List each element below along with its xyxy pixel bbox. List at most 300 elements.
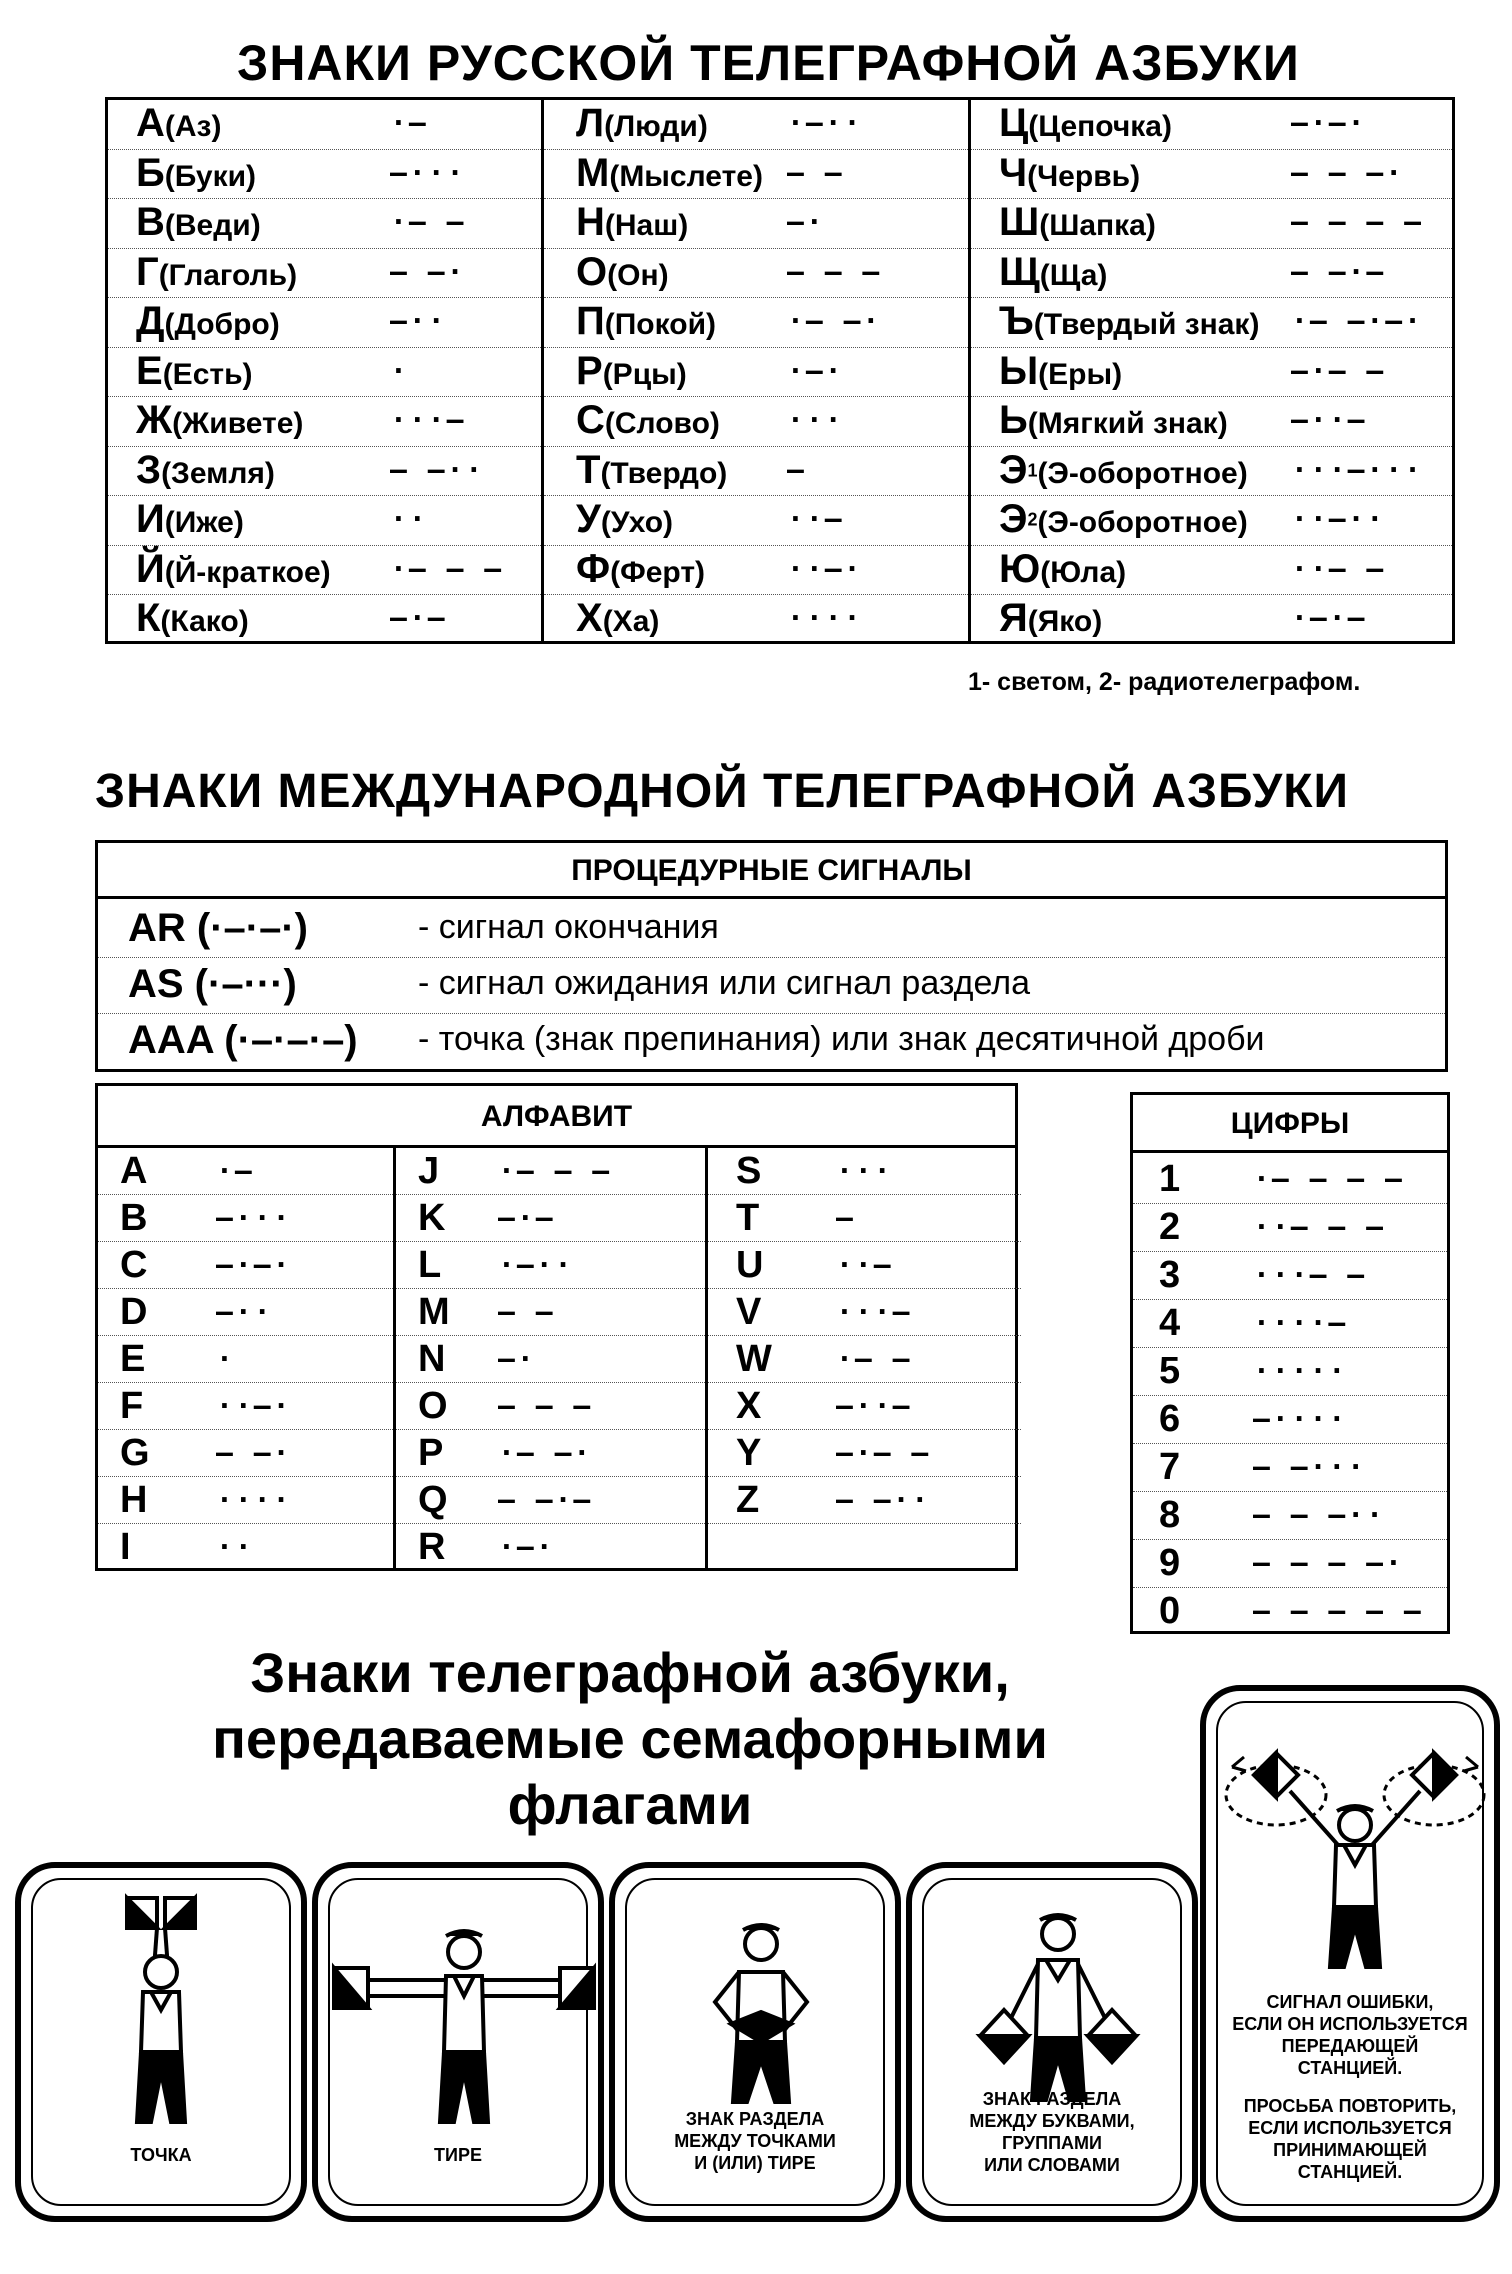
semaphore-panel-word-separator <box>906 1862 1198 2222</box>
semaphore-caption-dash <box>328 2144 588 2166</box>
latin-morse-code: –··– <box>836 1389 912 1422</box>
digit-morse-code: – – – –· <box>1253 1546 1404 1579</box>
russian-letter-label <box>999 299 1259 344</box>
caption-line: ТОЧКА <box>130 2145 192 2165</box>
russian-row <box>971 199 1452 249</box>
latin-morse-code: ·– –· <box>498 1436 593 1469</box>
digit-morse-code: ·– – – – <box>1253 1162 1404 1195</box>
digit: 6 <box>1159 1398 1181 1440</box>
russian-letter-name: (Твердо) <box>600 456 728 490</box>
russian-letter-label <box>999 151 1140 196</box>
russian-letter-name: (Покой) <box>604 308 717 341</box>
alphabet-row <box>396 1383 705 1430</box>
alphabet-column-1 <box>98 1148 393 1568</box>
russian-letter: Е <box>136 348 163 393</box>
russian-letter: Д <box>136 299 165 343</box>
digit-morse-code: –···· <box>1253 1402 1348 1435</box>
alphabet-row <box>396 1524 705 1571</box>
digit: 7 <box>1159 1446 1181 1488</box>
procedural-description: - сигнал ожидания или сигнал раздела <box>418 964 1031 1002</box>
latin-letter: O <box>418 1385 448 1427</box>
semaphore-panel-error <box>1200 1685 1500 2222</box>
russian-letter-label <box>136 547 331 592</box>
digit: 1 <box>1159 1158 1181 1200</box>
russian-letter-name: (Есть) <box>162 357 253 391</box>
latin-morse-code: – – – <box>498 1389 593 1422</box>
alphabet-column-3 <box>705 1148 1021 1568</box>
latin-morse-code: –·– <box>498 1201 555 1234</box>
digit: 4 <box>1159 1302 1181 1344</box>
russian-letter-label <box>999 547 1126 592</box>
russian-row <box>971 298 1452 348</box>
russian-row <box>971 150 1452 200</box>
latin-morse-code: ·– – – <box>498 1154 612 1187</box>
russian-letter: Ь <box>999 398 1028 442</box>
latin-letter: C <box>120 1244 148 1286</box>
russian-letter-label <box>136 448 275 493</box>
russian-letter-name: (Ща) <box>1039 258 1108 292</box>
latin-morse-code: – –·· <box>836 1483 931 1516</box>
russian-letter-name: (Наш) <box>604 209 689 242</box>
latin-letter: I <box>120 1526 131 1568</box>
russian-letter-label <box>999 101 1172 146</box>
russian-morse-code: ·– – – <box>390 551 504 585</box>
digit-morse-code: – – –·· <box>1253 1498 1386 1531</box>
alphabet-row <box>98 1477 393 1524</box>
digit: 3 <box>1159 1254 1181 1296</box>
russian-letter-name: (Яко) <box>1027 605 1103 638</box>
russian-letter-label <box>999 250 1107 295</box>
russian-row <box>108 249 541 299</box>
alphabet-row <box>98 1242 393 1289</box>
procedural-description: - точка (знак препинания) или знак десятичной дроби <box>418 1020 1265 1058</box>
latin-morse-code: – –·– <box>498 1483 593 1516</box>
russian-letter: С <box>576 398 605 442</box>
caption-line: ТИРЕ <box>434 2145 482 2165</box>
russian-morse-code: ·–· <box>787 353 844 387</box>
latin-letter: M <box>418 1291 450 1333</box>
russian-row <box>971 447 1452 497</box>
digit: 8 <box>1159 1494 1181 1536</box>
digit-row <box>1133 1444 1447 1492</box>
latin-letter: R <box>418 1526 446 1568</box>
russian-letter-label <box>136 151 256 196</box>
latin-morse-code: – – <box>498 1295 555 1328</box>
caption-line: ПЕРЕДАЮЩЕЙ <box>1281 2036 1419 2056</box>
latin-morse-code: –· <box>498 1342 536 1375</box>
russian-morse-code: –· <box>787 205 825 238</box>
russian-letter-name: (Твердый знак) <box>1033 308 1260 341</box>
russian-row <box>544 496 968 546</box>
latin-letter: L <box>418 1244 442 1286</box>
russian-letter-label <box>136 101 221 146</box>
procedural-code: AR (·–·–·) <box>128 906 308 950</box>
russian-letter-label <box>576 250 669 295</box>
caption-line: ЕСЛИ ИСПОЛЬЗУЕТСЯ <box>1248 2118 1452 2138</box>
russian-letter: З <box>136 447 162 492</box>
latin-morse-code: ··–· <box>216 1389 292 1422</box>
russian-letter: К <box>136 596 161 640</box>
russian-row <box>544 150 968 200</box>
russian-letter-name: (Аз) <box>164 110 222 143</box>
latin-letter: U <box>736 1244 764 1286</box>
russian-morse-code: · <box>390 353 409 387</box>
russian-row <box>971 595 1452 645</box>
russian-letter-label <box>576 349 687 394</box>
russian-letter-name: (Буки) <box>164 159 257 193</box>
procedural-row <box>98 1014 1445 1070</box>
latin-morse-code: ·· <box>216 1530 254 1563</box>
alphabet-row <box>98 1289 393 1336</box>
alphabet-row <box>708 1524 1021 1571</box>
alphabet-row <box>708 1148 1021 1195</box>
russian-letter-name: (Мыслете) <box>609 159 763 193</box>
russian-morse-code: – – – – <box>1291 205 1424 238</box>
russian-letter-name: (Веди) <box>164 209 261 242</box>
russian-title: ЗНАКИ РУССКОЙ ТЕЛЕГРАФНОЙ АЗБУКИ <box>237 35 1300 91</box>
russian-letter: Ю <box>999 546 1041 591</box>
russian-alphabet-table <box>105 97 1455 644</box>
russian-letter-label <box>576 299 716 344</box>
russian-morse-code: – – – <box>787 254 882 288</box>
latin-letter: Q <box>418 1479 448 1521</box>
procedural-row <box>98 958 1445 1014</box>
alphabet-row <box>708 1430 1021 1477</box>
russian-letter-label <box>999 200 1156 245</box>
latin-letter: F <box>120 1385 144 1427</box>
latin-morse-code: –·–· <box>216 1248 292 1281</box>
russian-morse-code: ·– –· <box>787 304 882 337</box>
russian-morse-code: ·–·– <box>1291 601 1367 634</box>
russian-row <box>544 348 968 398</box>
caption-line: СИГНАЛ ОШИБКИ, <box>1266 1992 1434 2012</box>
latin-letter: E <box>120 1338 146 1380</box>
russian-morse-code: –··· <box>390 155 466 189</box>
procedural-header: ПРОЦЕДУРНЫЕ СИГНАЛЫ <box>98 843 1445 899</box>
russian-letter-name: (Како) <box>160 605 249 638</box>
russian-letter: Ж <box>136 398 173 442</box>
russian-row <box>544 397 968 447</box>
russian-morse-code: ·– – <box>390 205 466 238</box>
procedural-code: AS (·–···) <box>128 962 297 1006</box>
caption-line: ЗНАК РАЗДЕЛА <box>685 2109 825 2129</box>
russian-row <box>544 595 968 645</box>
russian-letter: П <box>576 299 605 343</box>
russian-letter: Щ <box>999 249 1040 294</box>
semaphore-title-line-2: передаваемые семафорными <box>212 1707 1048 1770</box>
semaphore-panel-dot <box>15 1862 307 2222</box>
russian-letter-label <box>999 398 1228 443</box>
digits-header: ЦИФРЫ <box>1133 1095 1447 1153</box>
russian-row <box>971 249 1452 299</box>
international-title: ЗНАКИ МЕЖДУНАРОДНОЙ ТЕЛЕГРАФНОЙ АЗБУКИ <box>95 765 1350 818</box>
russian-row <box>971 546 1452 596</box>
russian-letter: Б <box>136 150 165 195</box>
russian-row <box>544 249 968 299</box>
latin-letter: H <box>120 1479 148 1521</box>
russian-letter: Р <box>576 348 603 393</box>
russian-morse-code: ···· <box>787 601 863 634</box>
russian-letter-name: (Цепочка) <box>1028 110 1172 143</box>
semaphore-caption-error <box>1212 1991 1488 2183</box>
digit: 9 <box>1159 1542 1181 1584</box>
russian-letter-name: (Еры) <box>1038 357 1123 391</box>
russian-morse-code: ·· <box>390 502 428 535</box>
russian-row <box>108 348 541 398</box>
russian-row <box>108 298 541 348</box>
digit-morse-code: – – – – – <box>1253 1594 1423 1627</box>
latin-letter: Y <box>736 1432 762 1474</box>
russian-row <box>544 100 968 150</box>
russian-letter-name: (Живете) <box>172 407 304 440</box>
russian-letter-label <box>136 596 249 641</box>
alphabet-row <box>396 1195 705 1242</box>
russian-letter-label <box>136 250 297 295</box>
russian-row <box>971 397 1452 447</box>
russian-letter: У <box>576 497 601 541</box>
russian-letter-label <box>136 299 280 344</box>
procedural-code: AAA (·–·–·–) <box>128 1018 358 1062</box>
latin-letter: Z <box>736 1479 760 1521</box>
alphabet-row <box>396 1477 705 1524</box>
russian-morse-code: –·– – <box>1291 353 1386 387</box>
russian-letter: А <box>136 101 165 145</box>
russian-letter: Ф <box>576 546 611 591</box>
latin-morse-code: ···· <box>216 1483 292 1516</box>
caption-line: ПРИНИМАЮЩЕЙ <box>1273 2140 1427 2160</box>
russian-morse-code: –·– <box>390 601 447 634</box>
digit-row <box>1133 1396 1447 1444</box>
russian-letter-name: (Й-краткое) <box>164 555 331 589</box>
russian-row <box>544 199 968 249</box>
russian-letter-label <box>999 448 1248 493</box>
latin-morse-code: –·– – <box>836 1436 931 1469</box>
russian-morse-code: – – –· <box>1291 155 1405 189</box>
latin-morse-code: – <box>836 1201 855 1234</box>
caption-line: ЗНАК РАЗДЕЛА <box>982 2089 1122 2109</box>
russian-letter: Ы <box>999 348 1039 393</box>
alphabet-row <box>708 1195 1021 1242</box>
alphabet-row <box>98 1383 393 1430</box>
semaphore-caption-word-separator <box>922 2088 1182 2176</box>
signaller-separator-figure <box>621 1892 901 2122</box>
digit-row <box>1133 1588 1447 1636</box>
russian-letter: Й <box>136 546 165 591</box>
alphabet-row <box>708 1289 1021 1336</box>
russian-morse-code: – –·– <box>1291 254 1386 288</box>
semaphore-panel-dot-dash-separator <box>609 1862 901 2222</box>
russian-letter: Э <box>999 447 1028 492</box>
russian-letter-label <box>576 398 720 443</box>
russian-row <box>971 348 1452 398</box>
russian-letter-label <box>576 596 659 641</box>
semaphore-caption-dot-dash-separator <box>625 2108 885 2174</box>
alphabet-row <box>98 1195 393 1242</box>
russian-letter: Л <box>576 101 605 145</box>
latin-letter: W <box>736 1338 772 1380</box>
russian-row <box>108 546 541 596</box>
russian-letter-name: (Ферт) <box>610 555 706 589</box>
russian-letter: Т <box>576 447 601 492</box>
russian-letter: М <box>576 150 610 195</box>
caption-line: МЕЖДУ БУКВАМИ, <box>969 2111 1135 2131</box>
russian-letter-name: (Слово) <box>604 407 720 440</box>
russian-morse-code: ··– – <box>1291 551 1386 585</box>
caption-line: И (ИЛИ) ТИРЕ <box>694 2153 816 2173</box>
russian-letter-label <box>136 398 303 443</box>
alphabet-row <box>708 1477 1021 1524</box>
latin-letter: B <box>120 1197 148 1239</box>
russian-letter-name: (Ха) <box>602 605 660 638</box>
russian-morse-code: ··· <box>787 403 844 436</box>
russian-letter-name: (Мягкий знак) <box>1027 407 1228 440</box>
procedural-signals-table <box>95 840 1448 1072</box>
russian-letter: Ц <box>999 101 1029 145</box>
russian-morse-code: – – <box>787 155 844 189</box>
latin-letter: J <box>418 1150 440 1192</box>
russian-letter-name: (Юла) <box>1040 555 1127 589</box>
russian-row <box>971 100 1452 150</box>
latin-letter: G <box>120 1432 150 1474</box>
alphabet-row <box>396 1148 705 1195</box>
russian-letter-name: (Он) <box>607 258 669 292</box>
latin-letter: N <box>418 1338 446 1380</box>
alphabet-row <box>98 1524 393 1571</box>
latin-morse-code: –·· <box>216 1295 273 1328</box>
russian-morse-code: – –·· <box>390 452 485 486</box>
russian-letter-name: (Люди) <box>604 110 708 143</box>
russian-letter-name: (Ухо) <box>600 506 674 539</box>
latin-morse-code: –··· <box>216 1201 292 1234</box>
russian-row <box>108 496 541 546</box>
digit-row <box>1133 1540 1447 1588</box>
russian-letter-label <box>576 547 705 592</box>
caption-line: ЕСЛИ ОН ИСПОЛЬЗУЕТСЯ <box>1232 2014 1468 2034</box>
latin-morse-code: · <box>216 1342 235 1375</box>
russian-letter: Х <box>576 596 603 640</box>
russian-letter-label <box>999 596 1102 641</box>
russian-letter: И <box>136 497 165 541</box>
russian-morse-code: –··– <box>1291 403 1367 436</box>
russian-row <box>108 199 541 249</box>
caption-line: ПРОСЬБА ПОВТОРИТЬ, <box>1243 2096 1457 2116</box>
latin-morse-code: ···– <box>836 1295 912 1328</box>
russian-letter-name: (Рцы) <box>602 357 687 391</box>
russian-morse-code: – –· <box>390 254 466 288</box>
signaller-word-separator-figure <box>918 1888 1198 2118</box>
digit-morse-code: ····– <box>1253 1306 1348 1339</box>
russian-morse-code: ··–·· <box>1291 502 1386 535</box>
russian-letter-name: (Э-оборотное) <box>1037 506 1248 539</box>
russian-letter-name: (Земля) <box>161 456 275 490</box>
russian-letter-label <box>576 151 763 196</box>
digit-row <box>1133 1156 1447 1204</box>
latin-morse-code: ··– <box>836 1248 893 1281</box>
russian-letter-label <box>999 349 1122 394</box>
russian-letter-name: (Добро) <box>164 308 280 341</box>
latin-morse-code: ·– – <box>836 1342 912 1375</box>
caption-line: МЕЖДУ ТОЧКАМИ <box>674 2131 836 2151</box>
latin-morse-code: ·– <box>216 1154 254 1187</box>
latin-alphabet-table <box>95 1083 1018 1571</box>
latin-letter: X <box>736 1385 762 1427</box>
russian-letter-superscript: 2 <box>1027 509 1038 530</box>
latin-morse-code: ·–· <box>498 1530 555 1563</box>
russian-morse-code: ·– –·–· <box>1291 304 1424 337</box>
alphabet-row <box>708 1242 1021 1289</box>
digit-morse-code: – –··· <box>1253 1450 1367 1483</box>
latin-morse-code: – –· <box>216 1436 292 1469</box>
digit-morse-code: ····· <box>1253 1354 1348 1387</box>
digit: 5 <box>1159 1350 1181 1392</box>
digit: 0 <box>1159 1590 1181 1632</box>
alphabet-row <box>396 1430 705 1477</box>
russian-morse-code: ···– <box>390 403 466 436</box>
russian-morse-code: ··– <box>787 502 844 535</box>
russian-letter: В <box>136 200 165 244</box>
caption-line <box>1212 2079 1488 2095</box>
caption-line: СТАНЦИЕЙ. <box>1297 2162 1403 2182</box>
russian-letter: Г <box>136 249 159 294</box>
russian-morse-code: ··–· <box>787 551 863 585</box>
russian-letter: Ъ <box>999 299 1034 343</box>
digit-row <box>1133 1204 1447 1252</box>
signaller-error-figure <box>1210 1717 1500 1977</box>
alphabet-row <box>708 1336 1021 1383</box>
digit: 2 <box>1159 1206 1181 1248</box>
russian-column-2 <box>541 100 968 641</box>
caption-line: ИЛИ СЛОВАМИ <box>984 2155 1120 2175</box>
digit-morse-code: ···– – <box>1253 1258 1367 1291</box>
latin-letter: P <box>418 1432 444 1474</box>
russian-footnote: 1- светом, 2- радиотелеграфом. <box>968 668 1361 696</box>
russian-column-1 <box>108 100 541 641</box>
alphabet-row <box>396 1289 705 1336</box>
digit-row <box>1133 1300 1447 1348</box>
russian-row <box>108 397 541 447</box>
latin-letter: T <box>736 1197 760 1239</box>
digit-row <box>1133 1492 1447 1540</box>
russian-letter: Э <box>999 497 1028 541</box>
semaphore-panel-dash <box>312 1862 604 2222</box>
russian-letter-label <box>576 497 673 542</box>
russian-row <box>544 298 968 348</box>
russian-morse-code: –·· <box>390 304 447 337</box>
russian-morse-code: ·– <box>390 106 428 139</box>
russian-letter-label <box>136 349 253 394</box>
signaller-dot-figure <box>27 1892 307 2152</box>
latin-morse-code: ·–·· <box>498 1248 574 1281</box>
russian-morse-code: –·–· <box>1291 106 1367 139</box>
russian-letter-label <box>576 101 708 146</box>
procedural-description: - сигнал окончания <box>418 908 719 946</box>
russian-letter: Я <box>999 596 1028 640</box>
russian-column-3 <box>968 100 1452 641</box>
russian-row <box>108 595 541 645</box>
digit-morse-code: ··– – – <box>1253 1210 1386 1243</box>
alphabet-header: АЛФАВИТ <box>98 1086 1015 1148</box>
semaphore-caption-dot <box>31 2144 291 2166</box>
latin-letter: D <box>120 1291 148 1333</box>
russian-letter-name: (Шапка) <box>1039 209 1156 242</box>
latin-letter: A <box>120 1150 148 1192</box>
russian-row <box>544 546 968 596</box>
russian-letter: Ш <box>999 200 1040 244</box>
russian-morse-code: ·–·· <box>787 106 863 139</box>
alphabet-row <box>708 1383 1021 1430</box>
russian-letter-name: (Глаголь) <box>158 258 298 292</box>
alphabet-row <box>98 1430 393 1477</box>
